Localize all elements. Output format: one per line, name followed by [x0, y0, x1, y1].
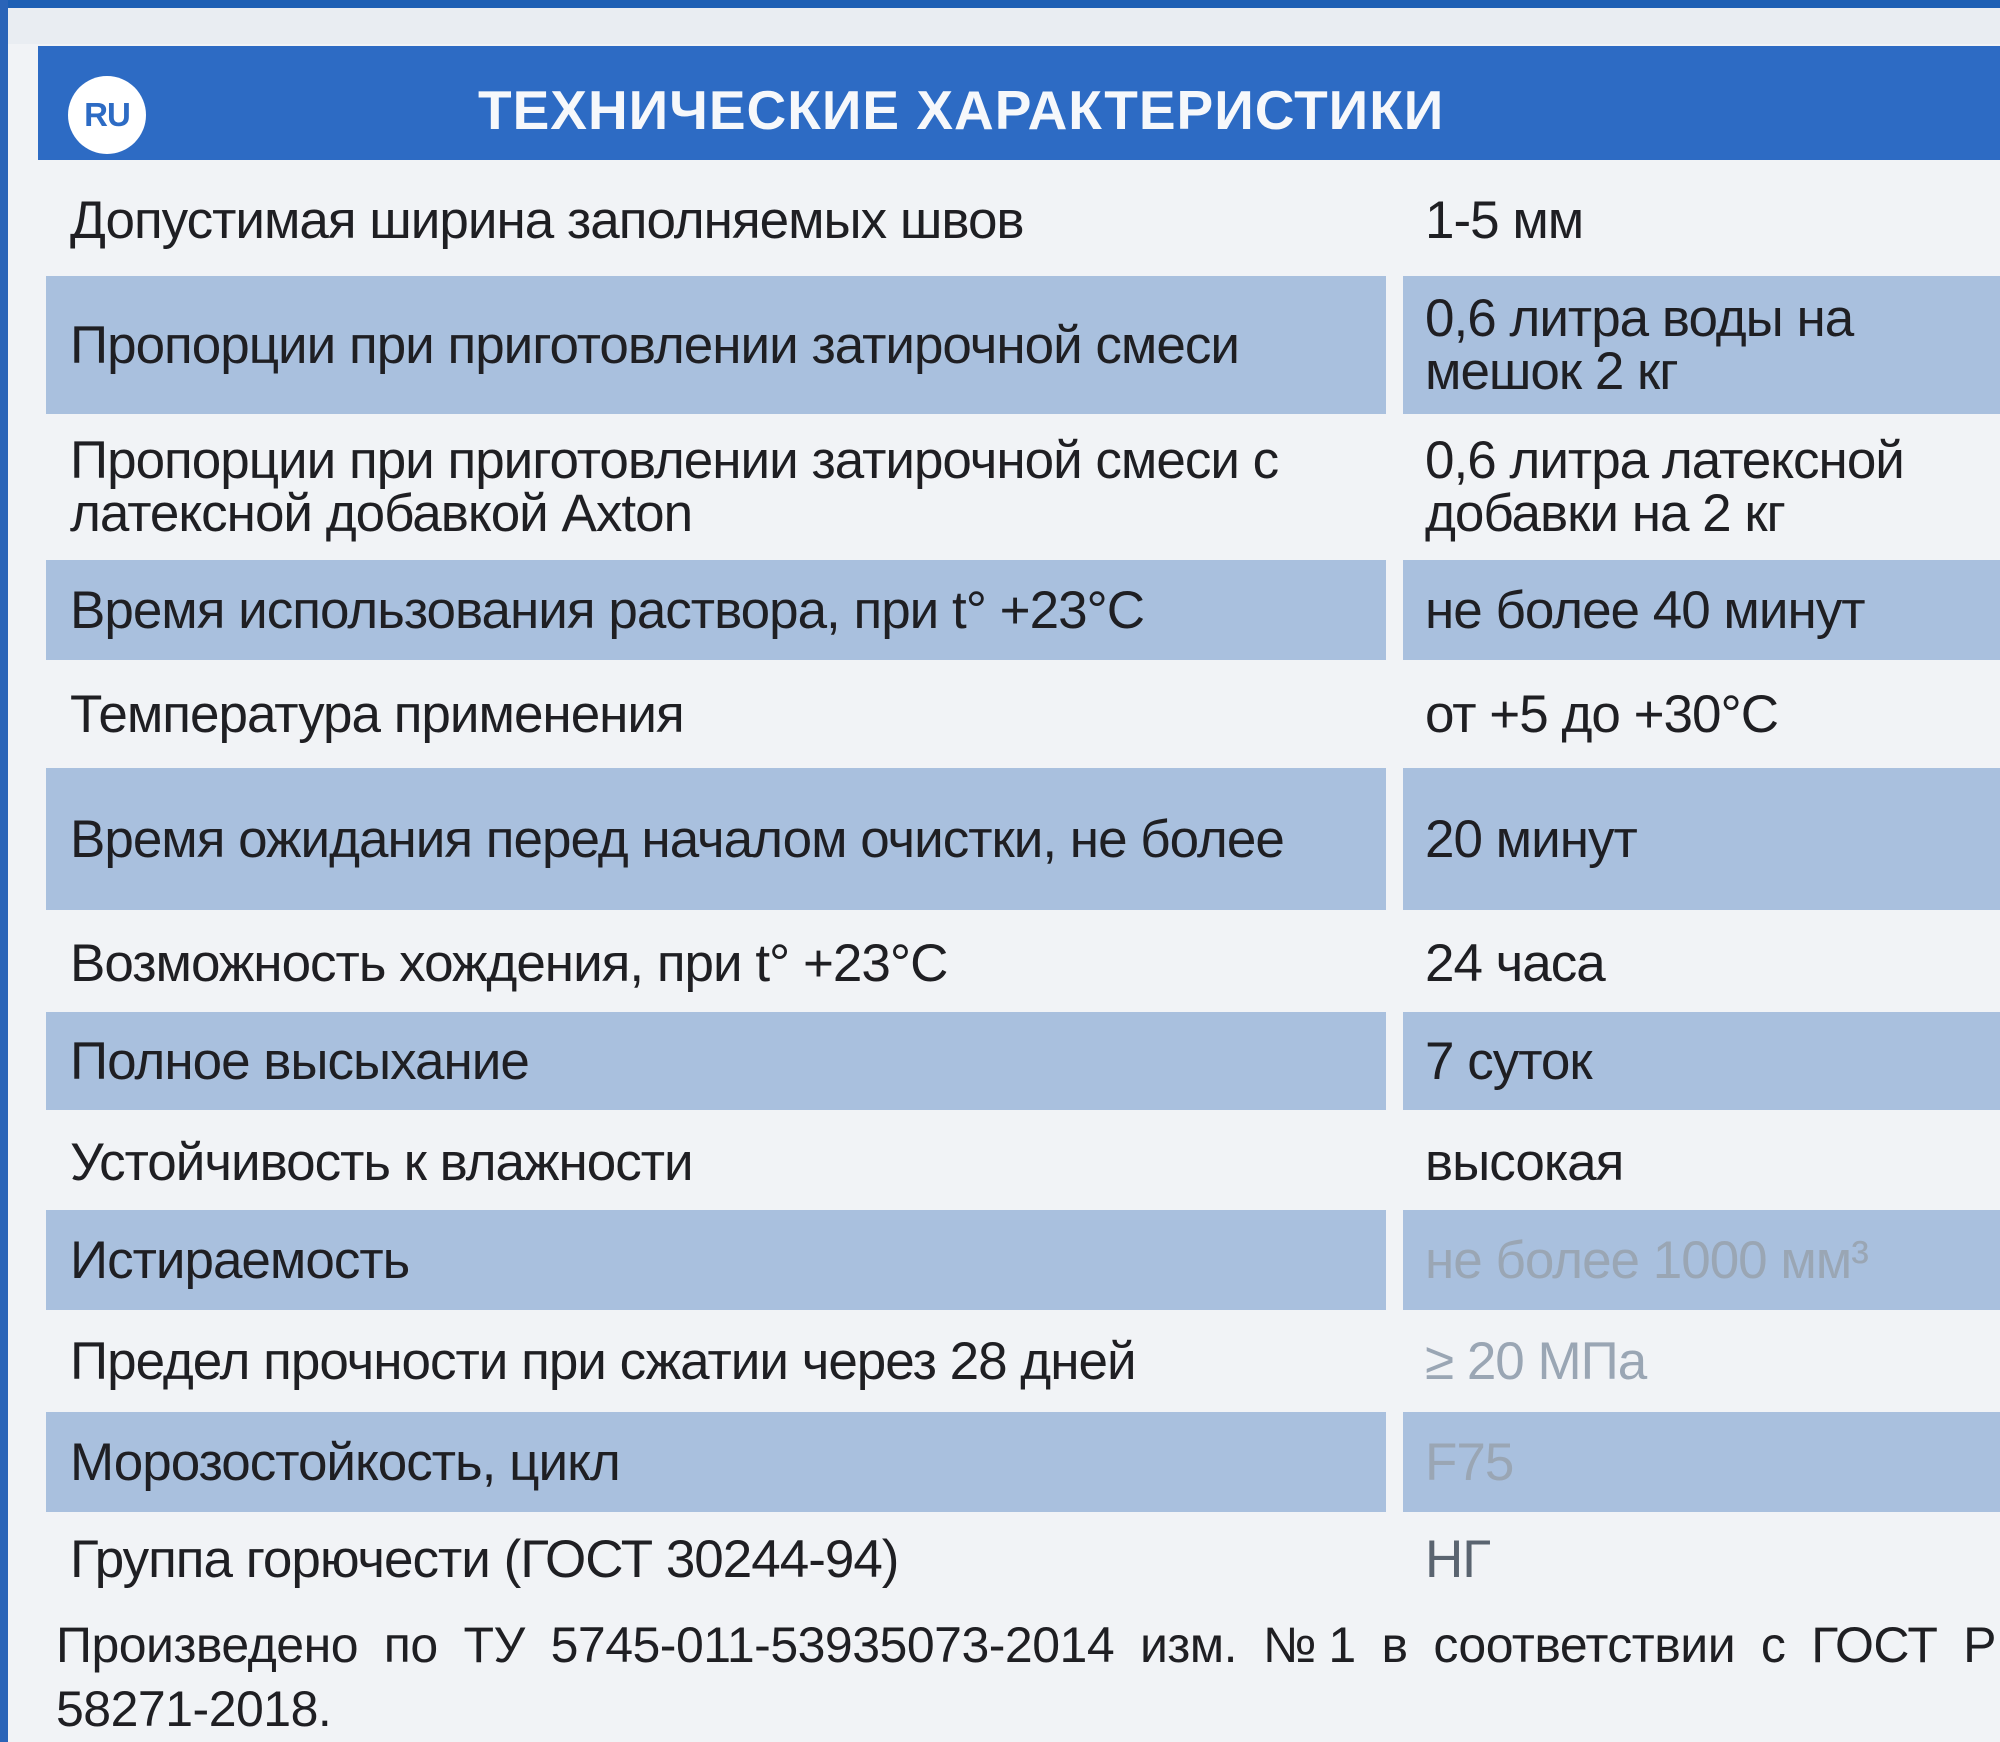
spec-value: высокая	[1425, 1132, 1624, 1192]
spec-label-cell	[46, 560, 1386, 660]
spec-value: НГ	[1425, 1529, 1490, 1589]
spec-value: 24 часа	[1425, 933, 1605, 993]
spec-value-cell	[1403, 1412, 2000, 1512]
spec-value-cell	[1403, 1310, 2000, 1412]
spec-label-cell	[46, 1012, 1386, 1110]
spec-label: Полное высыхание	[70, 1031, 529, 1091]
spec-label-cell	[46, 166, 1386, 274]
spec-label: Группа горючести (ГОСТ 30244-94)	[70, 1529, 899, 1589]
language-badge	[68, 76, 146, 154]
spec-row	[8, 1310, 2000, 1412]
spec-label: Допустимая ширина заполняемых швов	[70, 190, 1024, 250]
spec-label: Истираемость	[70, 1230, 410, 1290]
spec-value: ≥ 20 МПа	[1425, 1331, 1647, 1391]
spec-row	[8, 1012, 2000, 1110]
spec-value-cell	[1403, 1012, 2000, 1110]
package-edge	[0, 0, 8, 1742]
spec-value-cell	[1403, 166, 2000, 274]
spec-label-cell	[46, 1412, 1386, 1512]
spec-label-cell	[46, 914, 1386, 1012]
spec-value: 0,6 литра воды на мешок 2 кг	[1425, 289, 1854, 401]
spec-value: 0,6 литра латексной добавки на 2 кг	[1425, 431, 1904, 543]
spec-value-cell	[1403, 664, 2000, 764]
spec-value-cell	[1403, 914, 2000, 1012]
spec-label-cell	[46, 1114, 1386, 1210]
spec-label-cell	[46, 768, 1386, 910]
spec-value: не более 40 минут	[1425, 580, 1865, 640]
spec-label: Возможность хождения, при t° +23°С	[70, 933, 948, 993]
spec-label: Предел прочности при сжатии через 28 дней	[70, 1331, 1136, 1391]
spec-title: ТЕХНИЧЕСКИЕ ХАРАКТЕРИСТИКИ	[478, 79, 1445, 141]
spec-row	[8, 1412, 2000, 1512]
spec-value-cell	[1403, 1114, 2000, 1210]
spec-value: 20 минут	[1425, 809, 1637, 869]
spec-sheet	[8, 8, 2000, 1742]
spec-label: Время использования раствора, при t° +23°С	[70, 580, 1145, 640]
spec-row	[8, 166, 2000, 274]
spec-label-cell	[46, 1512, 1386, 1606]
spec-label: Морозостойкость, цикл	[70, 1432, 620, 1492]
spec-label-cell	[46, 276, 1386, 414]
spec-value: F75	[1425, 1432, 1514, 1492]
spec-label-cell	[46, 418, 1386, 556]
spec-row	[8, 1512, 2000, 1606]
spec-value-cell	[1403, 276, 2000, 414]
spec-label-cell	[46, 1310, 1386, 1412]
spec-row	[8, 276, 2000, 414]
spec-row	[8, 560, 2000, 660]
spec-label: Пропорции при приготовлении затирочной смеси с латексной добавкой Axton	[70, 431, 1279, 543]
spec-label: Температура применения	[70, 684, 684, 744]
spec-value-cell	[1403, 768, 2000, 910]
spec-row	[8, 664, 2000, 764]
spec-row	[8, 1114, 2000, 1210]
spec-value-cell	[1403, 560, 2000, 660]
spec-label-cell	[46, 664, 1386, 764]
spec-value: 7 суток	[1425, 1031, 1592, 1091]
spec-value-cell	[1403, 418, 2000, 556]
spec-value: не более 1000 мм³	[1425, 1230, 1868, 1290]
spec-header	[38, 46, 2000, 160]
spec-value: 1-5 мм	[1425, 190, 1584, 250]
spec-label: Устойчивость к влажности	[70, 1132, 693, 1192]
manufacturing-note: Произведено по ТУ 5745-011-53935073-2014 изм. №1 в соответствии с ГОСТ Р 58271-2018.	[56, 1617, 1996, 1737]
spec-label-cell	[46, 1210, 1386, 1310]
spec-value: от +5 до +30°С	[1425, 684, 1778, 744]
spec-row	[8, 1210, 2000, 1310]
spec-value-cell	[1403, 1512, 2000, 1606]
spec-row	[8, 914, 2000, 1012]
spec-row	[8, 418, 2000, 556]
language-badge-text: RU	[84, 96, 130, 133]
spec-label: Время ожидания перед началом очистки, не более	[70, 809, 1284, 869]
spec-row	[8, 768, 2000, 910]
spec-value-cell	[1403, 1210, 2000, 1310]
spec-label: Пропорции при приготовлении затирочной смеси	[70, 315, 1239, 375]
